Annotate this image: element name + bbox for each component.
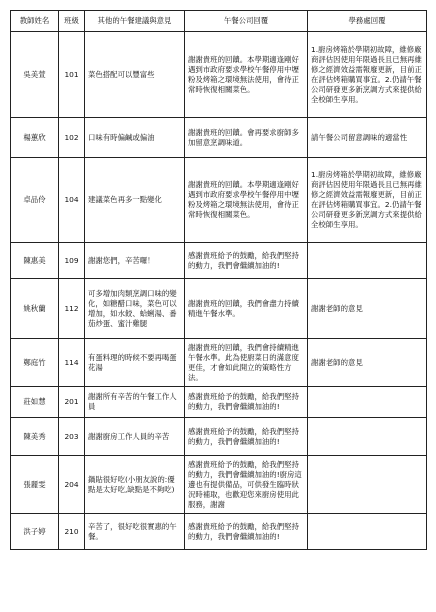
table-header-row [11,11,427,32]
class-number: 109 [59,243,85,279]
teacher-name: 莊如慧 [11,387,59,418]
office-reply-text: 請午餐公司留意調味的適當性 [308,118,427,158]
class-number: 104 [59,158,85,243]
office-reply-text: 1.廚房烤箱於學期初故障，維修廠商評估因使用年限過長且已無再維修之經濟效益需報廢更新，目前正在評估烤箱購買事宜。2.仍請午餐公司研發更多新烹調方式來提供給全校師生享用。 [308,32,427,118]
office-reply-text [308,387,427,418]
class-number: 114 [59,339,85,387]
vendor-reply-text: 感謝貴班給予的鼓勵，給我們堅持的動力，我們會繼續加油的! [185,387,308,418]
suggestion-text: 可多增加肉類烹調口味的變化，如糖醋口味，菜色可以增加，如水餃、蛤蜊湯、番茄炒蛋、蜜汁雞腿 [85,279,185,339]
suggestion-text: 菜色搭配可以豐富些 [85,32,185,118]
suggestion-text: 辛苦了，很好吃很實惠的午餐。 [85,514,185,550]
table-row [11,418,427,456]
vendor-reply-text: 謝謝貴班的回饋。會再要求廚師多加留意烹調味道。 [185,118,308,158]
office-reply-text [308,418,427,456]
suggestion-text: 有蛋料理的時候不要再喝蛋花湯 [85,339,185,387]
table-row [11,387,427,418]
table-row [11,243,427,279]
teacher-name: 楊蕙欣 [11,118,59,158]
office-reply-text [308,456,427,514]
table-row [11,514,427,550]
suggestion-text: 建議菜色再多一點變化 [85,158,185,243]
vendor-reply-text: 感謝貴班給予的鼓勵，給我們堅持的動力，我們會繼續加油的! [185,514,308,550]
table-row [11,279,427,339]
suggestion-text: 鍋貼很好吃(小朋友說的:優點是太好吃,缺點是不夠吃) [85,456,185,514]
table-row [11,158,427,243]
table-row [11,118,427,158]
teacher-name: 陳惠美 [11,243,59,279]
teacher-name: 張麗雯 [11,456,59,514]
header-class: 班級 [59,11,85,32]
vendor-reply-text: 謝謝貴班的回饋，我們會持續精進午餐水準。此為使廚菜日的滿意度更佳，才會如此開立的策略性方法。 [185,339,308,387]
header-office-reply: 學務處回覆 [308,11,427,32]
class-number: 101 [59,32,85,118]
class-number: 201 [59,387,85,418]
table-row [11,32,427,118]
header-teacher: 教師姓名 [11,11,59,32]
lunch-feedback-table [10,10,427,550]
office-reply-text: 謝謝老師的意見 [308,279,427,339]
teacher-name: 姚秋蘭 [11,279,59,339]
teacher-name: 陳美秀 [11,418,59,456]
vendor-reply-text: 謝謝貴班的回饋。本學期適逢剛好遇到市政府要求學校午餐停用中壢粉及烤箱之環境無法使用，會待正常時恢復相關菜色。 [185,32,308,118]
suggestion-text: 謝謝廚房工作人員的辛苦 [85,418,185,456]
vendor-reply-text: 感謝貴班給予的鼓勵，給我們堅持的動力，我們會繼續加油的! [185,418,308,456]
header-vendor-reply: 午餐公司回覆 [185,11,308,32]
class-number: 102 [59,118,85,158]
office-reply-text [308,243,427,279]
class-number: 112 [59,279,85,339]
table-row [11,339,427,387]
class-number: 210 [59,514,85,550]
office-reply-text: 謝謝老師的意見 [308,339,427,387]
class-number: 203 [59,418,85,456]
header-suggestion: 其他的午餐建議與意見 [85,11,185,32]
suggestion-text: 口味有時偏鹹或偏油 [85,118,185,158]
office-reply-text: 1.廚房烤箱於學期初故障，維修廠商評估因使用年限過長且已無再維修之經濟效益需報廢更新，目前正在評估烤箱購買事宜。2.仍請午餐公司研發更多新烹調方式來提供給全校師生享用。 [308,158,427,243]
office-reply-text [308,514,427,550]
vendor-reply-text: 感謝貴班給予的鼓勵，給我們堅持的動力，我們會繼續加油的! [185,243,308,279]
vendor-reply-text: 謝謝貴班的回饋，我們會盡力持續精進午餐水準。 [185,279,308,339]
teacher-name: 吳美萱 [11,32,59,118]
teacher-name: 卓品伶 [11,158,59,243]
class-number: 204 [59,456,85,514]
teacher-name: 洪子婷 [11,514,59,550]
vendor-reply-text: 謝謝貴班的回饋。本學期適逢剛好遇到市政府要求學校午餐停用中壢粉及烤箱之環境無法使用，會待正常時恢復相關菜色。 [185,158,308,243]
suggestion-text: 謝謝您們，辛苦囉！ [85,243,185,279]
teacher-name: 鄭庭竹 [11,339,59,387]
vendor-reply-text: 感謝貴班給予的鼓勵，給我們堅持的動力，我們會繼續加油的!廚房這邊也有提供備品，可供發生臨時狀況時補取，也歡迎您來廚房使用此服務，謝謝 [185,456,308,514]
table-row [11,456,427,514]
suggestion-text: 謝謝所有辛苦的午餐工作人員 [85,387,185,418]
